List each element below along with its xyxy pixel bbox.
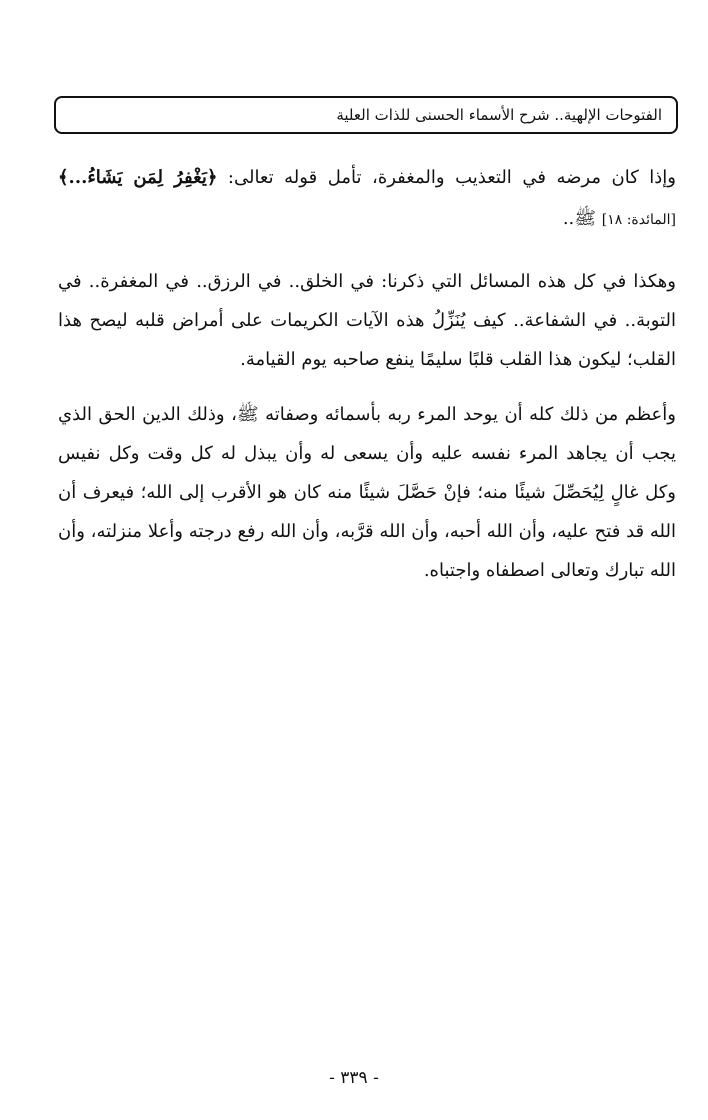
paragraph-1 (58, 158, 676, 240)
running-header (54, 96, 678, 134)
page-body (58, 158, 676, 606)
paragraph-1-ending: ﷺ.. (562, 208, 602, 229)
paragraph-3: وأعظم من ذلك كله أن يوحد المرء ربه بأسمائه وصفاته ﷺ، وذلك الدين الحق الذي يجب أن يجاهد المرء نفسه عليه وأن يسعى له وأن يبذل له كل وقت وكل نفيس وكل غالٍ لِيُحَصِّلَ شيئًا منه؛ فإنْ حَصَّلَ شيئًا منه كان هو الأقرب إلى الله؛ فيعرف أن الله قد فتح عليه، وأن الله أحبه، وأن الله قرَّبه، وأن الله رفع درجته وأعلا منزلته، وأن الله تبارك وتعالى اصطفاه واجتباه. (58, 404, 676, 581)
quran-reference: [المائدة: ١٨] (601, 212, 676, 228)
paragraph-2: وهكذا في كل هذه المسائل التي ذكرنا: في الخلق.. في الرزق.. في المغفرة.. في التوبة.. في الشفاعة.. كيف يُنَزِّلُ هذه الآيات الكريمات على أمراض قلبه ليصح هذا القلب؛ ليكون هذا القلب قلبًا سليمًا ينفع صاحبه يوم القيامة. (58, 271, 676, 370)
paragraph-1-text: وإذا كان مرضه في التعذيب والمغفرة، تأمل قوله تعالى: (217, 167, 677, 188)
header-title: الفتوحات الإلهية.. شرح الأسماء الحسنى للذات العلية (336, 106, 662, 124)
page-number: - ٣٣٩ - (329, 1068, 379, 1088)
quran-quote: ﴿يَغْفِرُ لِمَن يَشَاءُ...﴾ (58, 167, 218, 188)
